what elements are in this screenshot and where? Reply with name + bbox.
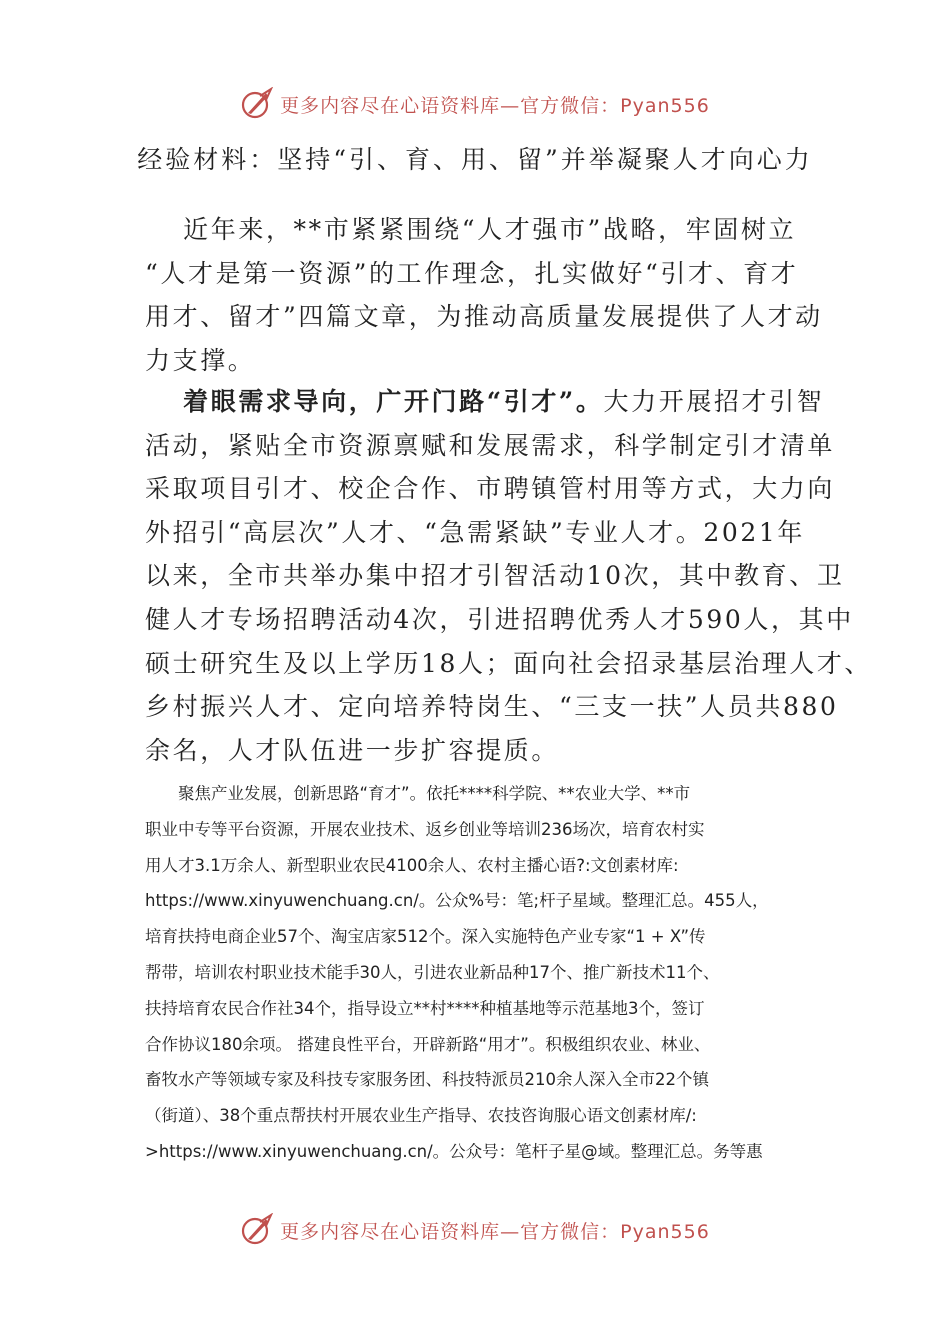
text-line: 以来，全市共举办集中招才引智活动10次，其中教育、卫 (145, 561, 845, 591)
text-line: 硕士研究生及以上学历18人；面向社会招录基层治理人才、 (145, 648, 873, 678)
wechat-id: Pyan556 (620, 1220, 710, 1243)
banner-caption (280, 1217, 710, 1244)
paragraph-recruit (145, 380, 873, 772)
text-line: 采取项目引才、校企合作、市聘镇管村用等方式，大力向 (145, 474, 836, 504)
paragraph-small-print (145, 776, 835, 1170)
wechat-id: Pyan556 (620, 94, 710, 117)
text-line: 职业中专等平台资源，开展农业技术、返乡创业等培训236场次，培育农村实 (145, 819, 705, 839)
banner-text: 更多内容尽在心语资料库—官方微信： (280, 94, 621, 117)
text-line: 余名，人才队伍进一步扩容提质。 (145, 735, 560, 765)
banner-caption (280, 91, 710, 118)
text-line: https://www.xinyuwenchuang.cn/。公众%号：笔;杆子星域。整理汇总。455人， (145, 891, 769, 911)
quill-logo-icon (240, 87, 274, 121)
paragraph-intro (145, 208, 823, 382)
text-line: 近年来，**市紧紧围绕“人才强市”战略，牢固树立 (183, 215, 797, 244)
text-line: >https://www.xinyuwenchuang.cn/。公众号：笔杆子星@域。整理汇总。务等惠 (145, 1141, 763, 1161)
header-banner (0, 84, 950, 124)
text-line: 健人才专场招聘活动4次，引进招聘优秀人才590人，其中 (145, 604, 854, 634)
text-line: 用才、留才”四篇文章，为推动高质量发展提供了人才动 (145, 302, 823, 332)
text-line: 外招引“高层次”人才、“急需紧缺”专业人才。2021年 (145, 517, 805, 547)
text-line: 扶持培育农民合作社34个，指导设立**村****种植基地等示范基地3个，签订 (145, 998, 705, 1018)
text-line: 着眼需求导向，广开门路“引才”。大力开展招才引智 (183, 387, 825, 416)
text-line: 帮带，培训农村职业技术能手30人，引进农业新品种17个、推广新技术11个、 (145, 962, 720, 982)
document-title: 经验材料：坚持“引、育、用、留”并举凝聚人才向心力 (137, 145, 813, 174)
text-line: 聚焦产业发展，创新思路“育才”。依托****科学院、**农业大学、**市 (145, 784, 691, 803)
text-line: 活动，紧贴全市资源禀赋和发展需求，科学制定引才清单 (145, 430, 836, 460)
section-heading: 着眼需求导向，广开门路“引才”。 (183, 387, 604, 416)
footer-banner (0, 1210, 950, 1250)
text-line: 乡村振兴人才、定向培养特岗生、“三支一扶”人员共880 (145, 692, 839, 722)
banner-text: 更多内容尽在心语资料库—官方微信： (280, 1220, 621, 1243)
text-line: “人才是第一资源”的工作理念，扎实做好“引才、育才 (145, 258, 799, 288)
text-line: 培育扶持电商企业57个、淘宝店家512个。深入实施特色产业专家“1 + X”传 (145, 927, 706, 947)
quill-logo-icon (240, 1213, 274, 1247)
text-line: 用人才3.1万余人、新型职业农民4100余人、农村主播心语?:文创素材库: (145, 855, 679, 875)
text-line: （街道）、38个重点帮扶村开展农业生产指导、农技咨询服心语文创素材库/: (145, 1106, 697, 1126)
text-line: 力支撑。 (145, 345, 256, 375)
text-line: 畜牧水产等领域专家及科技专家服务团、科技特派员210余人深入全市22个镇 (145, 1070, 709, 1090)
text-line: 合作协议180余项。 搭建良性平台，开辟新路“用才”。积极组织农业、林业、 (145, 1034, 711, 1054)
